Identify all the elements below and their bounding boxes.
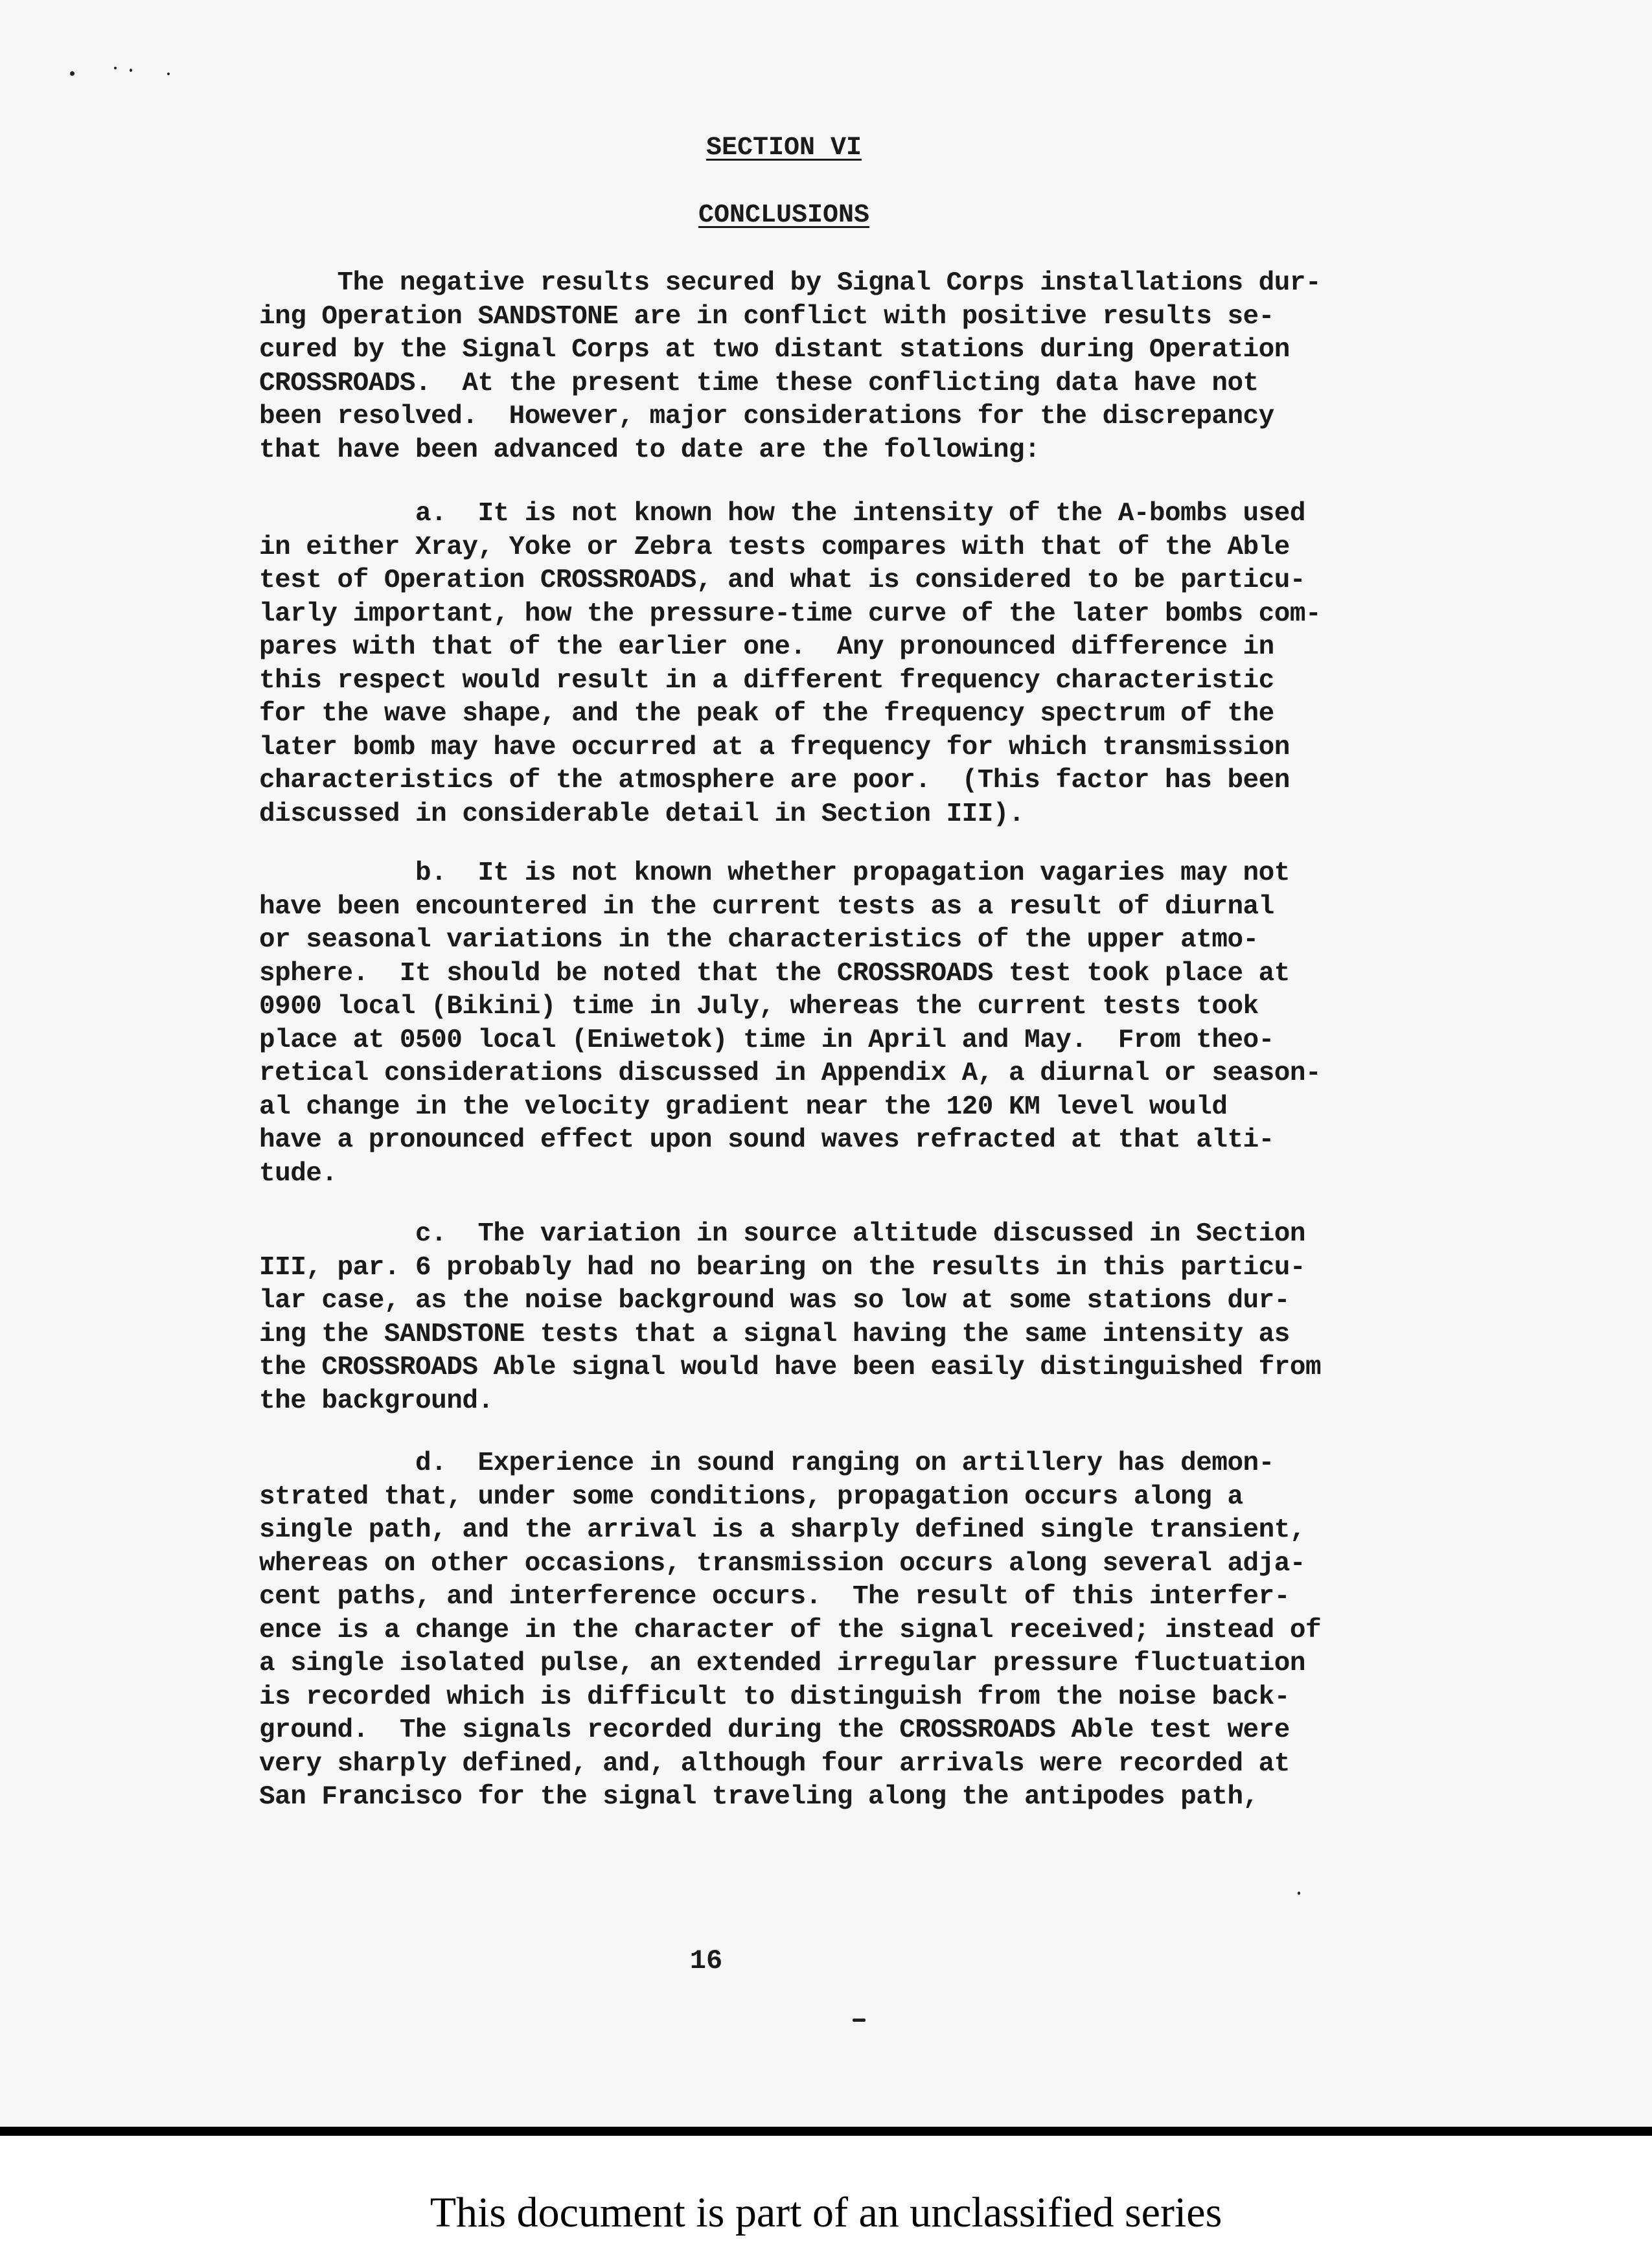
scan-speck bbox=[853, 2019, 866, 2022]
text-line: later bomb may have occurred at a frequency for which transmission bbox=[259, 732, 1290, 762]
scan-speck bbox=[114, 67, 117, 69]
text-line: a. It is not known how the intensity of the A-bombs used bbox=[259, 499, 1305, 529]
scan-speck bbox=[70, 71, 75, 76]
text-line: place at 0500 local (Eniwetok) time in April and May. From theo- bbox=[259, 1025, 1274, 1055]
text-line: San Francisco for the signal traveling along the antipodes path, bbox=[259, 1782, 1259, 1812]
text-line: discussed in considerable detail in Section III). bbox=[259, 799, 1025, 829]
text-line: cured by the Signal Corps at two distant stations during Operation bbox=[259, 335, 1290, 365]
text-line: in either Xray, Yoke or Zebra tests compares with that of the Able bbox=[259, 532, 1290, 562]
text-line: characteristics of the atmosphere are poor. (This factor has been bbox=[259, 766, 1290, 795]
text-line: have been encountered in the current tests as a result of diurnal bbox=[259, 891, 1274, 922]
footer-notice: This document is part of an unclassified series bbox=[430, 2189, 1222, 2236]
section-heading: SECTION VI bbox=[706, 133, 862, 163]
text-line: ence is a change in the character of the signal received; instead of bbox=[259, 1615, 1322, 1645]
text-line: The negative results secured by Signal Corps installations dur- bbox=[259, 268, 1322, 298]
paragraph-b bbox=[259, 857, 1399, 1191]
text-line: is recorded which is difficult to distinguish from the noise back- bbox=[259, 1682, 1290, 1712]
conclusions-heading: CONCLUSIONS bbox=[698, 201, 870, 230]
text-line: cent paths, and interference occurs. The result of this interfer- bbox=[259, 1582, 1290, 1612]
text-line: CROSSROADS. At the present time these conflicting data have not bbox=[259, 368, 1259, 398]
text-line: for the wave shape, and the peak of the frequency spectrum of the bbox=[259, 699, 1274, 729]
text-line: the CROSSROADS Able signal would have been easily distinguished from bbox=[259, 1353, 1322, 1382]
text-line: tude. bbox=[259, 1158, 338, 1189]
text-line: c. The variation in source altitude discussed in Section bbox=[259, 1219, 1305, 1249]
text-line: test of Operation CROSSROADS, and what is considered to be particu- bbox=[259, 566, 1305, 595]
page-number: 16 bbox=[689, 1945, 723, 1976]
paragraph-c bbox=[259, 1218, 1399, 1418]
text-line: ground. The signals recorded during the CROSSROADS Able test were bbox=[259, 1715, 1290, 1745]
text-line: d. Experience in sound ranging on artillery has demon- bbox=[259, 1448, 1274, 1478]
text-line: a single isolated pulse, an extended irregular pressure fluctuation bbox=[259, 1649, 1305, 1678]
text-line: sphere. It should be noted that the CROSSROADS test took place at bbox=[259, 958, 1290, 989]
text-line: the background. bbox=[259, 1386, 494, 1416]
text-line: III, par. 6 probably had no bearing on the results in this particu- bbox=[259, 1252, 1305, 1283]
scan-speck bbox=[130, 69, 132, 72]
text-line: larly important, how the pressure-time curve of the later bombs com- bbox=[259, 599, 1322, 629]
text-line: pares with that of the earlier one. Any pronounced difference in bbox=[259, 632, 1274, 662]
text-line: al change in the velocity gradient near the 120 KM level would bbox=[259, 1092, 1228, 1122]
text-line: 0900 local (Bikini) time in July, whereas the current tests took bbox=[259, 992, 1259, 1022]
text-line: b. It is not known whether propagation vagaries may not bbox=[259, 858, 1290, 888]
text-line: strated that, under some conditions, propagation occurs along a bbox=[259, 1482, 1243, 1512]
text-line: ing the SANDSTONE tests that a signal having the same intensity as bbox=[259, 1319, 1290, 1349]
text-line: very sharply defined, and, although four arrivals were recorded at bbox=[259, 1748, 1290, 1779]
footer-divider bbox=[0, 2127, 1652, 2136]
scan-speck bbox=[167, 73, 170, 75]
text-line: retical considerations discussed in Appendix A, a diurnal or season- bbox=[259, 1059, 1322, 1088]
text-line: whereas on other occasions, transmission occurs along several adja- bbox=[259, 1548, 1305, 1579]
text-line: this respect would result in a different frequency characteristic bbox=[259, 665, 1274, 696]
paragraph-a bbox=[259, 498, 1399, 831]
scan-speck bbox=[1298, 1892, 1300, 1895]
text-line: been resolved. However, major considerations for the discrepancy bbox=[259, 402, 1274, 431]
intro-paragraph bbox=[259, 267, 1399, 467]
text-line: have a pronounced effect upon sound waves refracted at that alti- bbox=[259, 1125, 1274, 1155]
paragraph-d bbox=[259, 1447, 1399, 1814]
text-line: lar case, as the noise background was so low at some stations dur- bbox=[259, 1286, 1290, 1316]
text-line: ing Operation SANDSTONE are in conflict with positive results se- bbox=[259, 301, 1274, 332]
text-line: single path, and the arrival is a sharply defined single transient, bbox=[259, 1515, 1305, 1545]
text-line: that have been advanced to date are the following: bbox=[259, 435, 1040, 465]
text-line: or seasonal variations in the characteristics of the upper atmo- bbox=[259, 925, 1259, 955]
